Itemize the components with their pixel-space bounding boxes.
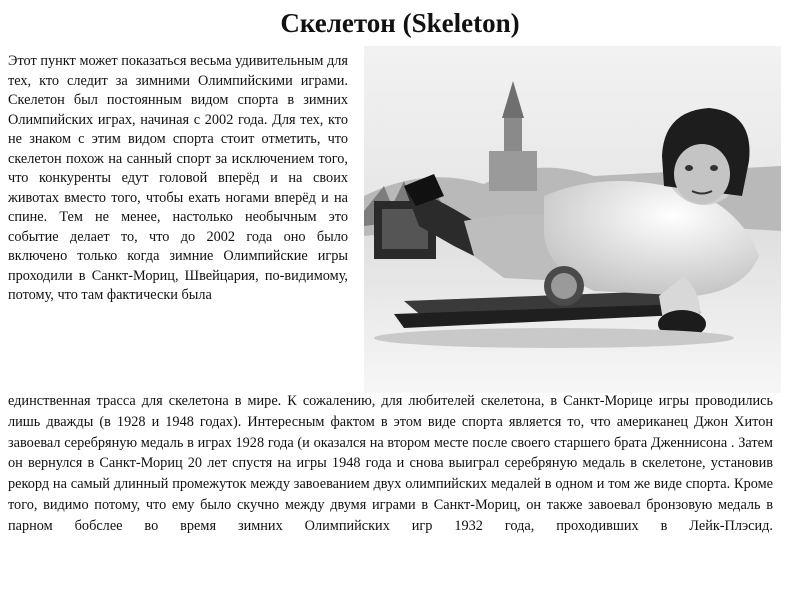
skeleton-rider-image (364, 46, 781, 393)
bottom-text-block (8, 391, 773, 537)
left-text-block (8, 52, 348, 306)
skeleton-photo (364, 46, 781, 393)
slide-title: Скелетон (Skeleton) (280, 8, 520, 38)
bottom-paragraph: единственная трасса для скелетона в мире. К сожалению, для любителей скелетона, в Санкт-Морице игры проводились лишь дважды (в 1928 и 1948 годах). Интересным фактом в этом виде спорта является то, что американец Джон Хитон завоевал серебряную медаль в играх 1928 года (и оказался на втором месте после своего старшего брата Дженнисона . Затем он вернулся в Санкт-Мориц 20 лет спустя на игры 1948 года и снова выиграл серебряную медаль в скелетоне, установив рекорд на самый длинный промежуток между завоеванием двух олимпийских медалей в одном и том же виде спорта. Кроме того, видимо потому, что ему было скучно между двумя играми в Санкт-Мориц, он также завоевал бронзовую медаль в парном бобслее во время зимних Олимпийских игр 1932 года, проходивших в Лейк-Плэсид. (8, 393, 773, 534)
left-paragraph: Этот пункт может показаться весьма удивительным для тех, кто следит за зимними Олимпийскими играми. Скелетон был постоянным видом спорта в зимних Олимпийских играх, начиная с 2002 года. Для тех, кто не знаком с этим видом спорта стоит отметить, что скелетон похож на санный спорт за исключением того, что конкуренты едут головой вперёд и на своих животах вместо того, чтобы ехать ногами вперёд и на спине. Тем не менее, настолько необычным это событие делает то, что до 2002 года оно было включено только когда зимние Олимпийские игры проходили в Санкт-Мориц, Швейцария, по-видимому, потому, что там фактически была (8, 53, 348, 303)
